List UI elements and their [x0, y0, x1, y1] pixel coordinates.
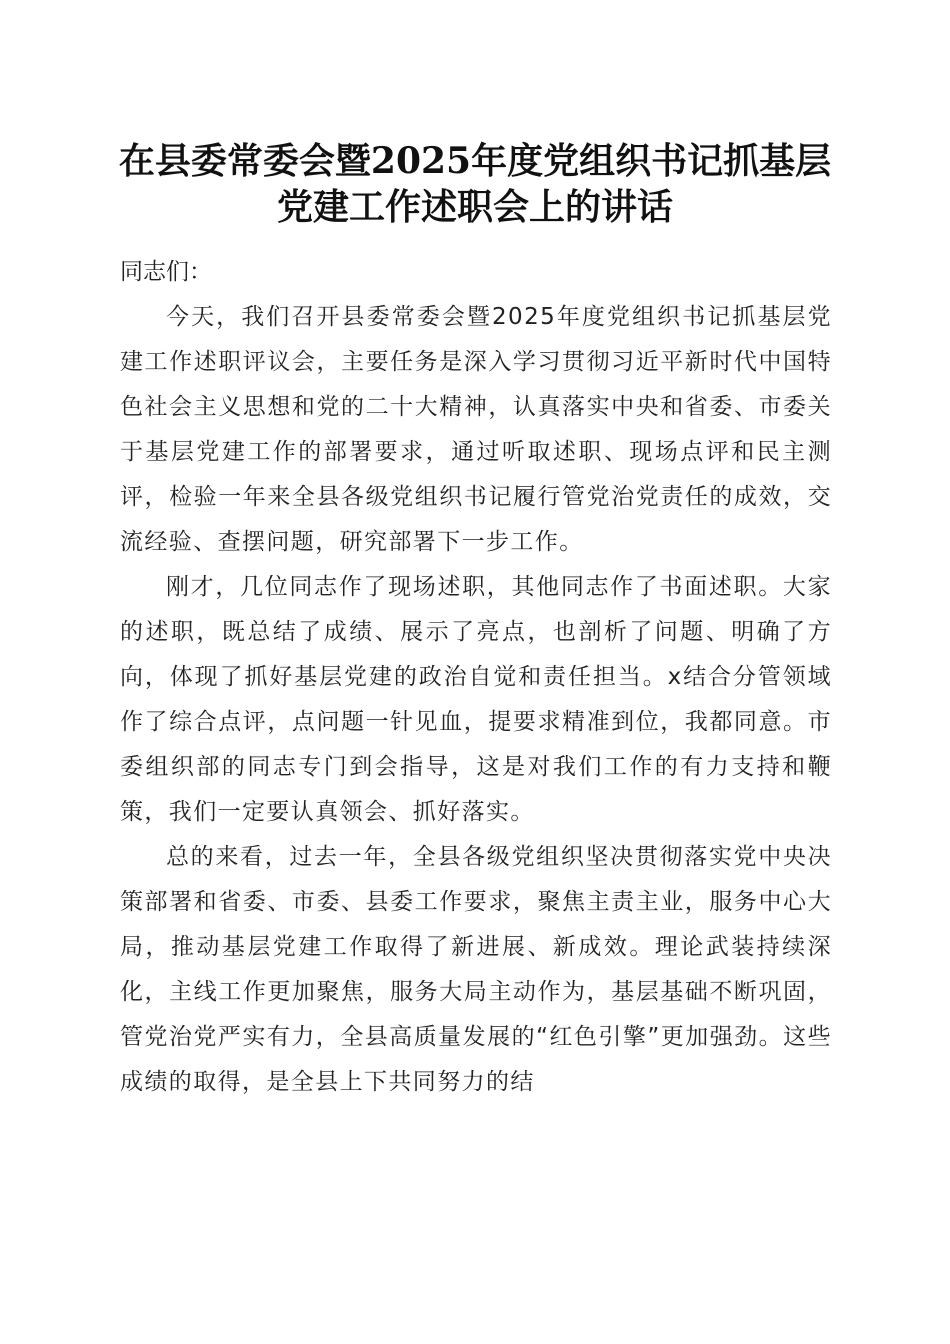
- document-title: [100, 138, 850, 230]
- salutation: 同志们：: [120, 259, 212, 285]
- paragraph-1: 今天，我们召开县委常委会暨2025年度党组织书记抓基层党建工作述职评议会，主要任务是深入学习贯彻习近平新时代中国特色社会主义思想和党的二十大精神，认真落实中央和省委、市委关于基层党建工作的部署要求，通过听取述职、现场点评和民主测评，检验一年来全县各级党组织书记履行管党治党责任的成效，交流经验、查摆问题，研究部署下一步工作。: [120, 304, 832, 555]
- paragraph-3: 总的来看，过去一年，全县各级党组织坚决贯彻落实党中央决策部署和省委、市委、县委工作要求，聚焦主责主业，服务中心大局，推动基层党建工作取得了新进展、新成效。理论武装持续深化，主线工作更加聚焦，服务大局主动作为，基层基础不断巩固，管党治党严实有力，全县高质量发展的“红色引擎”更加强劲。这些成绩的取得，是全县上下共同努力的结: [120, 844, 832, 1095]
- title-line-1: 在县委常委会暨2025年度党组织书记抓基层: [118, 140, 832, 182]
- paragraph-2: 刚才，几位同志作了现场述职，其他同志作了书面述职。大家的述职，既总结了成绩、展示了亮点，也剖析了问题、明确了方向，体现了抓好基层党建的政治自觉和责任担当。x结合分管领域作了综合点评，点问题一针见血，提要求精准到位，我都同意。市委组织部的同志专门到会指导，这是对我们工作的有力支持和鞭策，我们一定要认真领会、抓好落实。: [120, 574, 832, 825]
- document-body: [120, 250, 832, 1105]
- title-line-2: 党建工作述职会上的讲话: [276, 186, 673, 228]
